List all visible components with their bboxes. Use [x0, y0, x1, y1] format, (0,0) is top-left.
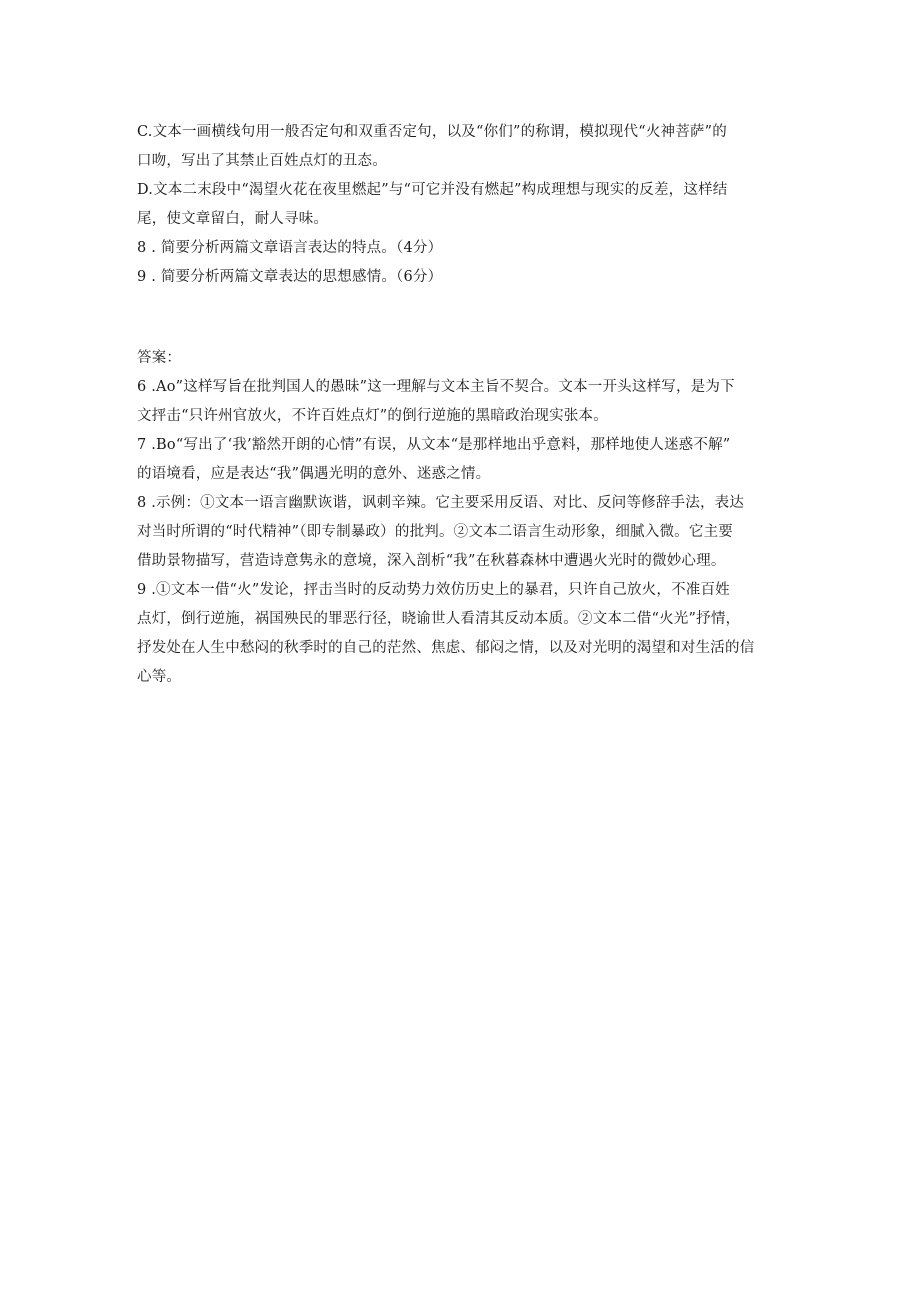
answer-line: 8 .示例：①文本一语言幽默诙谐，讽刺辛辣。它主要采用反语、对比、反问等修辞手法，表达 — [137, 495, 745, 511]
answer-line: 的语境看，应是表达“我”偶遇光明的意外、迷惑之情。 — [137, 466, 491, 482]
answer-6 — [137, 373, 787, 431]
question-9: 9 . 简要分析两篇文章表达的思想感情。（6分） — [137, 269, 443, 285]
answer-line: 9 .①文本一借“火”发论，抨击当时的反动势力效仿历史上的暴君，只许自己放火，不准百姓 — [137, 582, 730, 598]
option-d-line: D.文本二末段中“渴望火花在夜里燃起”与“可它并没有燃起”构成理想与现实的反差，这样结 — [137, 182, 728, 198]
answer-7 — [137, 431, 787, 489]
option-c-line: C.文本一画横线句用一般否定句和双重否定句，以及“你们”的称谓，模拟现代“火神菩萨”的 — [137, 124, 727, 140]
answer-9 — [137, 576, 787, 692]
answer-line: 文抨击“只许州官放火，不许百姓点灯”的倒行逆施的黑暗政治现实张本。 — [137, 408, 608, 424]
answer-line: 心等。 — [137, 669, 182, 685]
answers-section — [137, 344, 787, 692]
option-c — [137, 118, 787, 176]
answers-heading: 答案： — [137, 350, 182, 366]
answer-line: 借助景物描写，营造诗意隽永的意境，深入剖析“我”在秋暮森林中遭遇火光时的微妙心理。 — [137, 553, 726, 569]
answer-line: 6 .Ao”这样写旨在批判国人的愚昧”这一理解与文本主旨不契合。文本一开头这样写，是为下 — [137, 379, 735, 395]
option-d-line: 尾，使文章留白，耐人寻味。 — [137, 211, 329, 227]
answer-line: 点灯，倒行逆施，祸国殃民的罪恶行径，晓谕世人看清其反动本质。②文本二借“火光”抒情， — [137, 611, 741, 627]
document-page — [137, 118, 787, 692]
option-d — [137, 176, 787, 234]
answer-line: 抒发处在人生中愁闷的秋季时的自己的茫然、焦虑、郁闷之情，以及对光明的渴望和对生活的信 — [137, 640, 755, 656]
question-8: 8 . 简要分析两篇文章语言表达的特点。（4分） — [137, 240, 443, 256]
option-c-line: 口吻，写出了其禁止百姓点灯的丑态。 — [137, 153, 387, 169]
section-gap — [137, 292, 787, 344]
answer-line: 对当时所谓的“时代精神”（即专制暴政）的批判。②文本二语言生动形象，细腻入微。它主要 — [137, 524, 733, 540]
answer-8 — [137, 489, 787, 576]
answer-line: 7 .Bo“写出了‘我’豁然开朗的心情”有误，从文本“是那样地出乎意料，那样地使人迷惑不解” — [137, 437, 731, 453]
